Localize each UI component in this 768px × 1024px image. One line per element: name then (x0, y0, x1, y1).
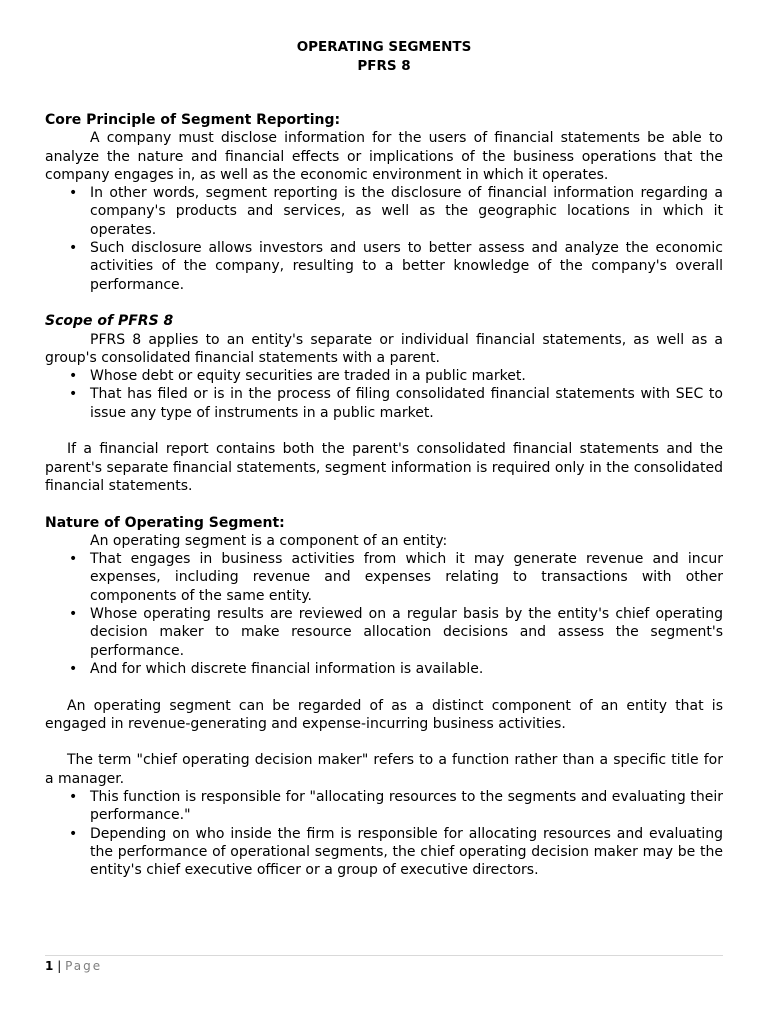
list-item (45, 184, 723, 239)
section-heading-nature: Nature of Operating Segment: (45, 514, 285, 531)
title-line-2: PFRS 8 (357, 58, 411, 74)
bullet-icon: • (69, 185, 78, 202)
bullet-icon: • (69, 788, 78, 805)
list-item-text: This function is responsible for "allocating resources to the segments and evaluating their performance." (90, 788, 723, 824)
document-title (45, 38, 723, 76)
list-item (45, 550, 723, 605)
list-item-text: And for which discrete financial information is available. (90, 660, 484, 677)
section-intro: An operating segment is a component of an entity: (90, 532, 448, 549)
bullet-icon: • (69, 240, 78, 257)
bullet-list (45, 367, 723, 422)
section-intro: PFRS 8 applies to an entity's separate or individual financial statements, as well as a group's consolidated financial statements with a parent. (45, 331, 723, 366)
bullet-list (45, 788, 723, 879)
list-item-text: That has filed or is in the process of filing consolidated financial statements with SEC to issue any type of instruments in a public market. (90, 386, 723, 421)
document-body (45, 111, 723, 879)
bullet-icon: • (69, 386, 78, 403)
bullet-icon: • (69, 368, 78, 385)
list-item-text: That engages in business activities from which it may generate revenue and incur expenses, including revenue and expenses relating to transactions with other components of the same entity. (90, 551, 723, 604)
title-line-1: OPERATING SEGMENTS (296, 39, 472, 55)
footer-separator: | (57, 959, 62, 973)
list-item (45, 788, 723, 825)
list-item-text: Whose operating results are reviewed on a regular basis by the entity's chief operating decision maker to make resource allocation decisions and assess the segment's performance. (90, 606, 723, 659)
list-item-text: Depending on who inside the firm is responsible for allocating resources and evaluating the performance of operational segments, the chief operating decision maker may be the entity's chief executive officer or a group of executive directors. (90, 825, 723, 879)
list-item (45, 385, 723, 422)
bullet-list (45, 550, 723, 678)
list-item (45, 660, 723, 678)
list-item (45, 367, 723, 385)
bullet-list (45, 184, 723, 294)
page-label: Page (65, 959, 103, 973)
bullet-icon: • (69, 606, 78, 623)
bullet-icon: • (69, 660, 78, 677)
list-item (45, 605, 723, 660)
list-item-text: Whose debt or equity securities are traded in a public market. (90, 368, 526, 385)
section-heading-core-principle: Core Principle of Segment Reporting: (45, 112, 341, 128)
section-heading-scope: Scope of PFRS 8 (45, 313, 174, 330)
page-number: 1 (45, 959, 54, 973)
body-paragraph: If a financial report contains both the parent's consolidated financial statements and the parent's separate financial statements, segment information is required only in the consolidated financial statements. (45, 441, 723, 494)
body-paragraph: An operating segment can be regarded of as a distinct component of an entity that is engaged in revenue-generating and expense-incurring business activities. (45, 697, 723, 732)
bullet-icon: • (69, 551, 78, 568)
bullet-icon: • (69, 825, 78, 842)
list-item-text: In other words, segment reporting is the disclosure of financial information regarding a company's products and services, as well as the geographic locations in which it operates. (90, 185, 723, 238)
list-item (45, 239, 723, 294)
body-paragraph: The term "chief operating decision maker" refers to a function rather than a specific title for a manager. (45, 752, 723, 787)
list-item-text: Such disclosure allows investors and users to better assess and analyze the economic activities of the company, resulting to a better knowledge of the company's overall performance. (90, 240, 723, 293)
page-footer (45, 955, 723, 974)
list-item (45, 825, 723, 880)
section-intro: A company must disclose information for the users of financial statements be able to analyze the nature and financial effects or implications of the business operations that the company engages in, as well as the economic environment in which it operates. (45, 130, 723, 183)
